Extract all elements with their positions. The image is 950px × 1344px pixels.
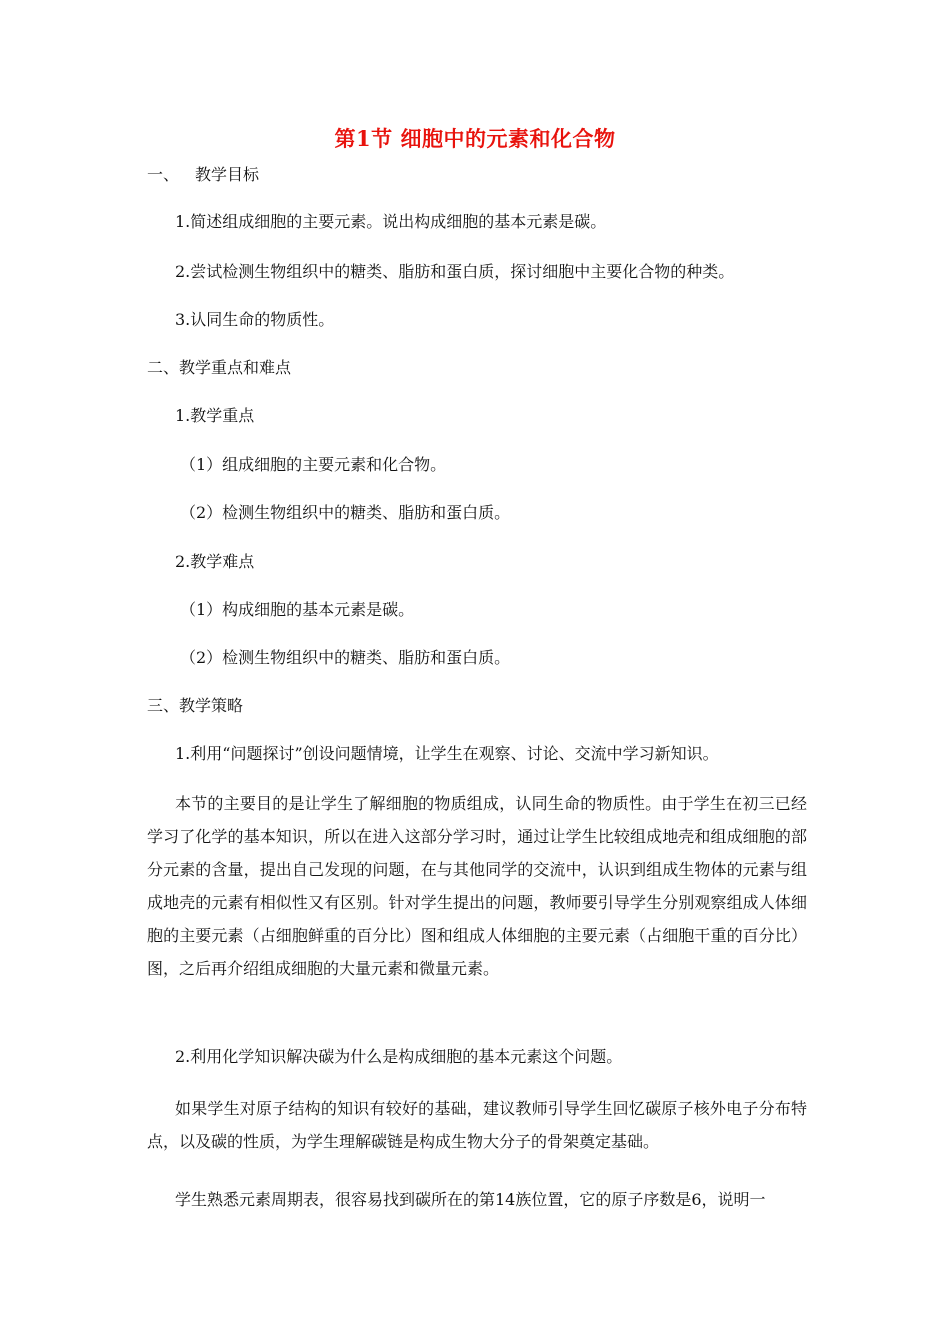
section-heading-1 [147,165,259,185]
list-item: （2）检测生物组织中的糖类、脂肪和蛋白质。 [180,648,511,667]
section-heading-text: 教学目标 [195,165,260,184]
section-heading-2: 二、教学重点和难点 [147,358,292,377]
body-paragraph: 本节的主要目的是让学生了解细胞的物质组成，认同生命的物质性。由于学生在初三已经学习了化学的基本知识，所以在进入这部分学习时，通过让学生比较组成地壳和组成细胞的部分元素的含量，提出自己发现的问题，在与其他同学的交流中，认识到组成生物体的元素与组成地壳的元素有相似性又有区别。针对学生提出的问题，教师要引导学生分别观察组成人体细胞的主要元素（占细胞鲜重的百分比）图和组成人体细胞的主要元素（占细胞干重的百分比）图，之后再介绍组成细胞的大量元素和微量元素。 [147,794,807,978]
body-paragraph: 学生熟悉元素周期表，很容易找到碳所在的第14族位置，它的原子序数是6，说明一 [175,1190,766,1209]
list-item: （2）检测生物组织中的糖类、脂肪和蛋白质。 [180,503,511,522]
objective-item: 3.认同生命的物质性。 [175,310,335,329]
section-heading-number: 一、 [147,165,180,184]
subsection-heading: 1.教学重点 [175,406,255,425]
subsection-heading: 2.教学难点 [175,552,255,571]
list-item: （1）组成细胞的主要元素和化合物。 [180,455,447,474]
body-paragraph: 如果学生对原子结构的知识有较好的基础，建议教师引导学生回忆碳原子核外电子分布特点，以及碳的性质，为学生理解碳链是构成生物大分子的骨架奠定基础。 [147,1099,807,1151]
strategy-item: 1.利用“问题探讨”创设问题情境，让学生在观察、讨论、交流中学习新知识。 [175,744,719,763]
strategy-item: 2.利用化学知识解决碳为什么是构成细胞的基本元素这个问题。 [175,1047,623,1066]
objective-item: 2.尝试检测生物组织中的糖类、脂肪和蛋白质，探讨细胞中主要化合物的种类。 [175,262,735,281]
objective-item: 1.简述组成细胞的主要元素。说出构成细胞的基本元素是碳。 [175,212,607,231]
page-title: 第1节 细胞中的元素和化合物 [334,126,616,151]
section-heading-3: 三、教学策略 [147,696,244,715]
list-item: （1）构成细胞的基本元素是碳。 [180,600,415,619]
